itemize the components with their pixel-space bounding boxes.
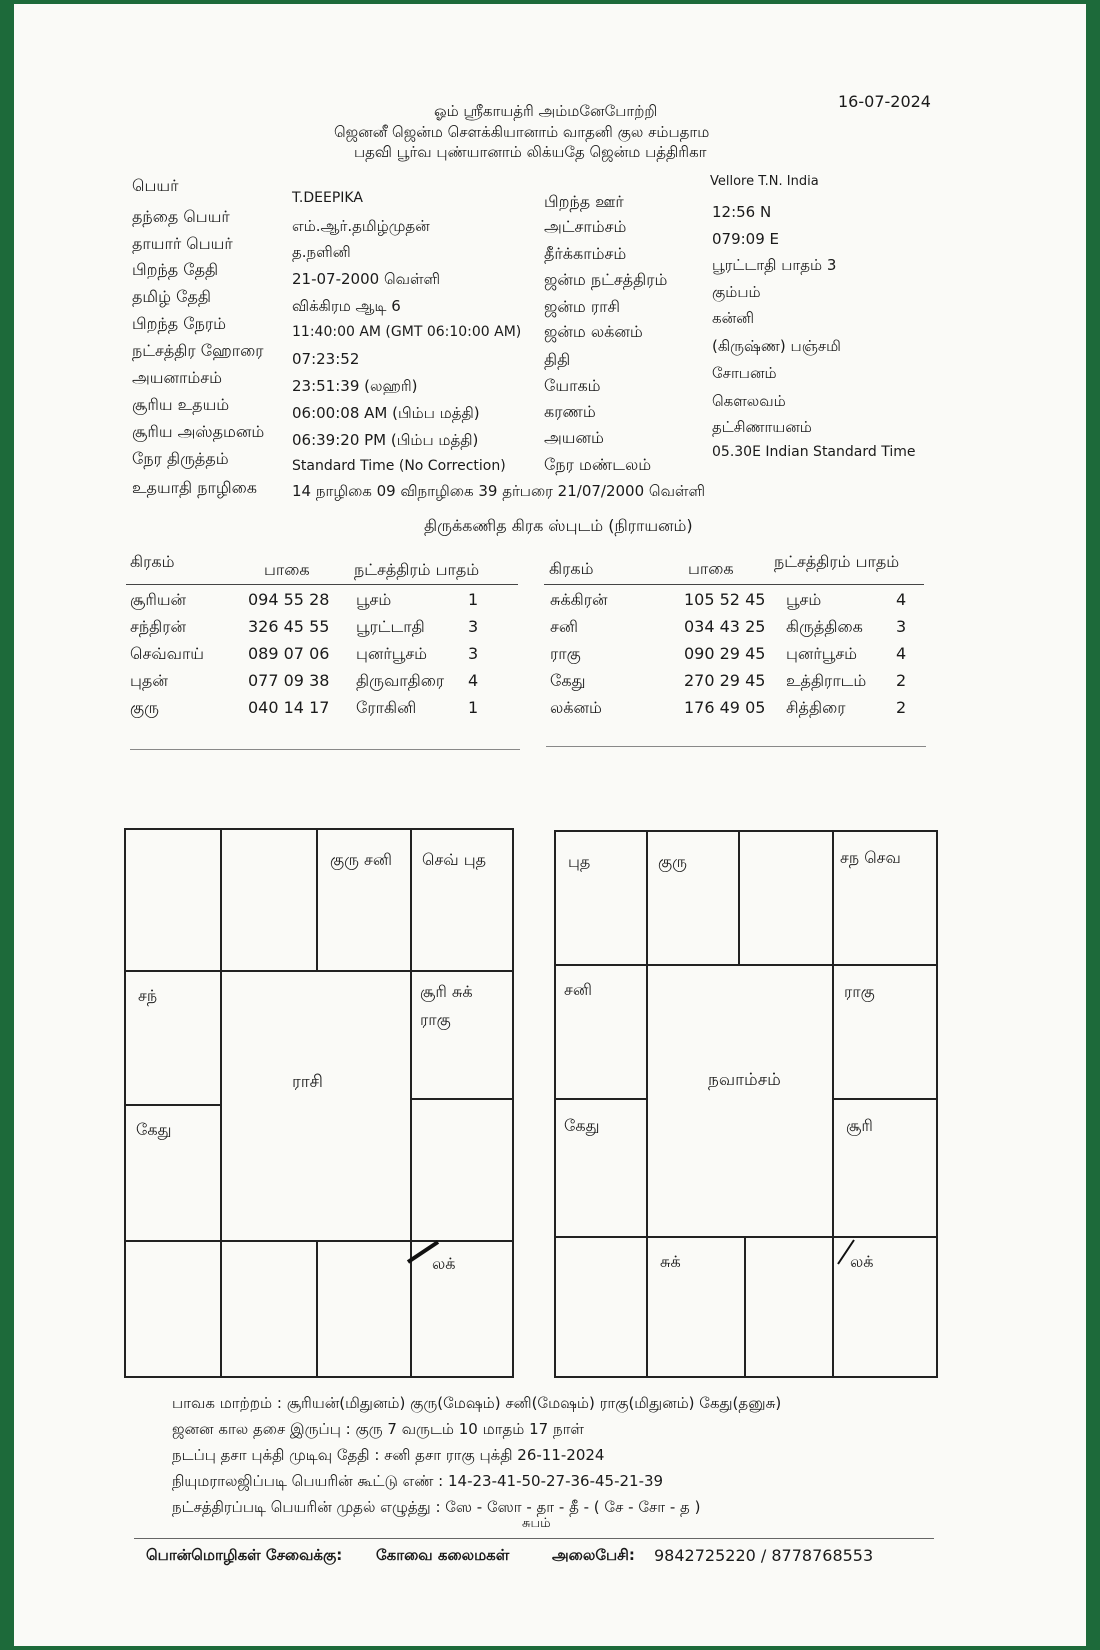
right-row-2-col-0: ராகு [550, 644, 581, 663]
navamsa-house-9: சுக் [660, 1252, 681, 1271]
left-row-0-col-3: 1 [468, 590, 479, 609]
table-rule [544, 584, 924, 585]
label-janma-lagna: ஜன்ம லக்னம் [544, 322, 643, 341]
label-birth-time: பிறந்த நேரம் [132, 314, 227, 333]
label-udayadi: உதயாதி நாழிகை [132, 478, 257, 497]
left-row-3-col-1: 077 09 38 [248, 671, 330, 690]
navamsa-house-7: லக் [850, 1252, 874, 1271]
left-row-4-col-3: 1 [468, 698, 479, 717]
right-row-0-col-3: 4 [896, 590, 907, 609]
left-row-0-col-2: பூசம் [356, 590, 392, 609]
label-father: தந்தை பெயர் [132, 207, 230, 226]
label-birth-date: பிறந்த தேதி [132, 260, 219, 279]
value-karanam: கௌலவம் [712, 392, 786, 410]
value-janma-rasi: கும்பம் [712, 283, 761, 301]
col-header-bhagai: பாகை [264, 560, 310, 579]
invocation-line: ஓம் ஸ்ரீகாயத்ரி அம்மனேபோற்றி [434, 102, 658, 120]
left-row-2-col-2: புனர்பூசம் [356, 644, 428, 663]
navamsa-house-11: கேது [564, 1116, 600, 1135]
right-row-1-col-1: 034 43 25 [684, 617, 766, 636]
value-sunset: 06:39:20 PM (பிம்ப மத்தி) [292, 431, 479, 449]
rasi-house-1: சந் [138, 986, 158, 1005]
right-row-4-col-3: 2 [896, 698, 907, 717]
label-tithi: திதி [544, 350, 571, 369]
horoscope-page [14, 4, 1086, 1646]
col-header-graha: கிரகம் [130, 552, 175, 571]
rasi-chart [124, 828, 514, 1378]
right-row-2-col-2: புனர்பூசம் [786, 644, 858, 663]
value-birth-place: Vellore T.N. India [710, 174, 819, 189]
rasi-house-4: செவ் புத [422, 850, 487, 869]
rasi-house-3: குரு சனி [330, 850, 393, 869]
footer-line-1: பாவக மாற்றம் : சூரியன்(மிதுனம்) குரு(மேஷம்) சனி(மேஷம்) ராகு(மிதுனம்) கேது(தனுசு) [172, 1394, 782, 1412]
label-sunset: சூரிய அஸ்தமனம் [132, 422, 265, 441]
service-name: கோவை கலைமகள் [376, 1546, 510, 1564]
navamsa-chart [554, 830, 938, 1378]
left-row-4-col-0: குரு [130, 698, 159, 717]
left-row-3-col-0: புதன் [130, 671, 168, 690]
col-header-graha-right: கிரகம் [549, 559, 594, 578]
footer-line-5: நட்சத்திரப்படி பெயரின் முதல் எழுத்து : ஸே - ஸோ - தா - தீ - ( சே - சோ - த ) [172, 1498, 701, 1516]
left-row-2-col-0: செவ்வாய் [130, 644, 205, 663]
rasi-house-6: லக் [432, 1254, 456, 1273]
right-row-3-col-0: கேது [550, 671, 586, 690]
value-ayanam: தட்சிணாயனம் [712, 418, 812, 436]
right-row-0-col-2: பூசம் [786, 590, 822, 609]
value-time-correction: Standard Time (No Correction) [292, 458, 506, 474]
left-row-1-col-2: பூரட்டாதி [356, 617, 425, 636]
divider [130, 749, 520, 750]
value-longitude: 079:09 E [712, 230, 780, 248]
value-tamil-date: விக்கிரம ஆடி 6 [292, 297, 401, 315]
label-hora: நட்சத்திர ஹோரை [132, 341, 264, 360]
right-row-4-col-2: சித்திரை [786, 698, 846, 717]
value-yogam: சோபனம் [712, 364, 777, 382]
header-line-3: பதவி பூர்வ புண்யானாம் லிக்யதே ஜென்ம பத்திரிகா [354, 143, 707, 161]
navamsa-title: நவாம்சம் [708, 1070, 781, 1090]
rasi-title: ராசி [292, 1072, 323, 1092]
rasi-house-5-a: சூரி சுக் [420, 982, 473, 1001]
label-timezone: நேர மண்டலம் [544, 455, 652, 474]
table-rule [126, 584, 518, 585]
right-row-0-col-0: சுக்கிரன் [550, 590, 608, 609]
value-father: எம்.ஆர்.தமிழ்முதன் [292, 217, 430, 235]
label-karanam: கரணம் [544, 402, 596, 421]
label-sunrise: சூரிய உதயம் [132, 395, 230, 414]
label-yogam: யோகம் [544, 376, 601, 395]
left-row-3-col-2: திருவாதிரை [356, 671, 445, 690]
right-row-4-col-1: 176 49 05 [684, 698, 766, 717]
right-row-1-col-0: சனி [550, 617, 578, 636]
lagna-marker-icon [404, 1236, 444, 1266]
navamsa-house-5: ராகு [844, 982, 875, 1001]
navamsa-house-4: சந செவ [840, 848, 901, 867]
left-row-3-col-3: 4 [468, 671, 479, 690]
right-row-3-col-3: 2 [896, 671, 907, 690]
col-header-bhagai-right: பாகை [688, 559, 734, 578]
col-header-nakshatra: நட்சத்திரம் பாதம் [354, 560, 480, 579]
rasi-house-5-b: ராகு [420, 1010, 451, 1029]
value-tithi: (கிருஷ்ண) பஞ்சமி [712, 337, 841, 355]
lagna-marker-icon [832, 1236, 862, 1268]
label-janma-rasi: ஜன்ம ராசி [544, 297, 620, 316]
footer-line-3: நடப்பு தசா புக்தி முடிவு தேதி : சனி தசா ராகு புக்தி 26-11-2024 [172, 1446, 605, 1464]
label-mother: தாயார் பெயர் [132, 234, 233, 253]
right-row-3-col-1: 270 29 45 [684, 671, 766, 690]
left-row-2-col-1: 089 07 06 [248, 644, 330, 663]
left-row-0-col-0: சூரியன் [130, 590, 187, 609]
value-udayadi: 14 நாழிகை 09 விநாழிகை 39 தர்பரை 21/07/2000 வெள்ளி [292, 482, 706, 500]
value-sunrise: 06:00:08 AM (பிம்ப மத்தி) [292, 404, 480, 422]
header-line-2: ஜெனனீ ஜென்ம சௌக்கியானாம் வாதனி குல சம்பதாம [334, 123, 710, 141]
label-tamil-date: தமிழ் தேதி [132, 287, 212, 306]
value-latitude: 12:56 N [712, 203, 772, 221]
navamsa-house-2: குரு [658, 852, 687, 871]
left-row-2-col-3: 3 [468, 644, 479, 663]
label-janma-nakshatra: ஜன்ம நட்சத்திரம் [544, 270, 668, 289]
footer-line-4: நியுமராலஜிப்படி பெயரின் கூட்டு எண் : 14-23-41-50-27-36-45-21-39 [172, 1472, 664, 1490]
label-ayanamsa: அயனாம்சம் [132, 368, 222, 387]
print-date: 16-07-2024 [838, 92, 931, 111]
phone-label: அலைபேசி: [552, 1546, 635, 1564]
label-name: பெயர் [132, 176, 179, 195]
service-label: பொன்மொழிகள் சேவைக்கு: [146, 1546, 343, 1564]
value-birth-time: 11:40:00 AM (GMT 06:10:00 AM) [292, 324, 522, 340]
right-row-0-col-1: 105 52 45 [684, 590, 766, 609]
label-latitude: அட்சாம்சம் [544, 217, 627, 236]
subham: சுபம் [522, 1516, 551, 1531]
value-name: T.DEEPIKA [292, 190, 363, 206]
value-janma-nakshatra: பூரட்டாதி பாதம் 3 [712, 256, 837, 274]
label-longitude: தீர்க்காம்சம் [544, 244, 627, 263]
right-row-4-col-0: லக்னம் [550, 698, 602, 717]
footer-rule [134, 1538, 934, 1539]
label-birth-place: பிறந்த ஊர் [544, 192, 624, 211]
navamsa-house-6: சூரி [846, 1116, 873, 1135]
right-row-2-col-1: 090 29 45 [684, 644, 766, 663]
col-header-nakshatra-right: நட்சத்திரம் பாதம் [774, 552, 900, 571]
label-ayanam: அயனம் [544, 428, 604, 447]
rasi-house-11: கேது [136, 1120, 172, 1139]
footer-line-2: ஜனன கால தசை இருப்பு : குரு 7 வருடம் 10 மாதம் 17 நாள் [172, 1420, 584, 1438]
left-row-1-col-3: 3 [468, 617, 479, 636]
navamsa-house-1: புத [568, 852, 591, 871]
right-row-1-col-2: கிருத்திகை [786, 617, 863, 636]
left-row-1-col-1: 326 45 55 [248, 617, 330, 636]
value-mother: த.நளினி [292, 243, 351, 261]
divider [546, 746, 926, 747]
left-row-1-col-0: சந்திரன் [130, 617, 187, 636]
right-row-2-col-3: 4 [896, 644, 907, 663]
label-time-correction: நேர திருத்தம் [132, 449, 229, 468]
left-row-4-col-1: 040 14 17 [248, 698, 330, 717]
value-janma-lagna: கன்னி [712, 309, 755, 327]
sphuta-title: திருக்கணித கிரக ஸ்புடம் (நிராயனம்) [424, 516, 693, 535]
navamsa-house-12: சனி [564, 980, 592, 999]
value-hora: 07:23:52 [292, 350, 360, 368]
right-row-1-col-3: 3 [896, 617, 907, 636]
right-row-3-col-2: உத்திராடம் [786, 671, 867, 690]
left-row-0-col-1: 094 55 28 [248, 590, 330, 609]
value-ayanamsa: 23:51:39 (லஹரி) [292, 377, 418, 395]
left-row-4-col-2: ரோகினி [356, 698, 417, 717]
value-timezone: 05.30E Indian Standard Time [712, 444, 916, 460]
value-birth-date: 21-07-2000 வெள்ளி [292, 270, 441, 288]
phone-numbers: 9842725220 / 8778768553 [654, 1546, 874, 1565]
